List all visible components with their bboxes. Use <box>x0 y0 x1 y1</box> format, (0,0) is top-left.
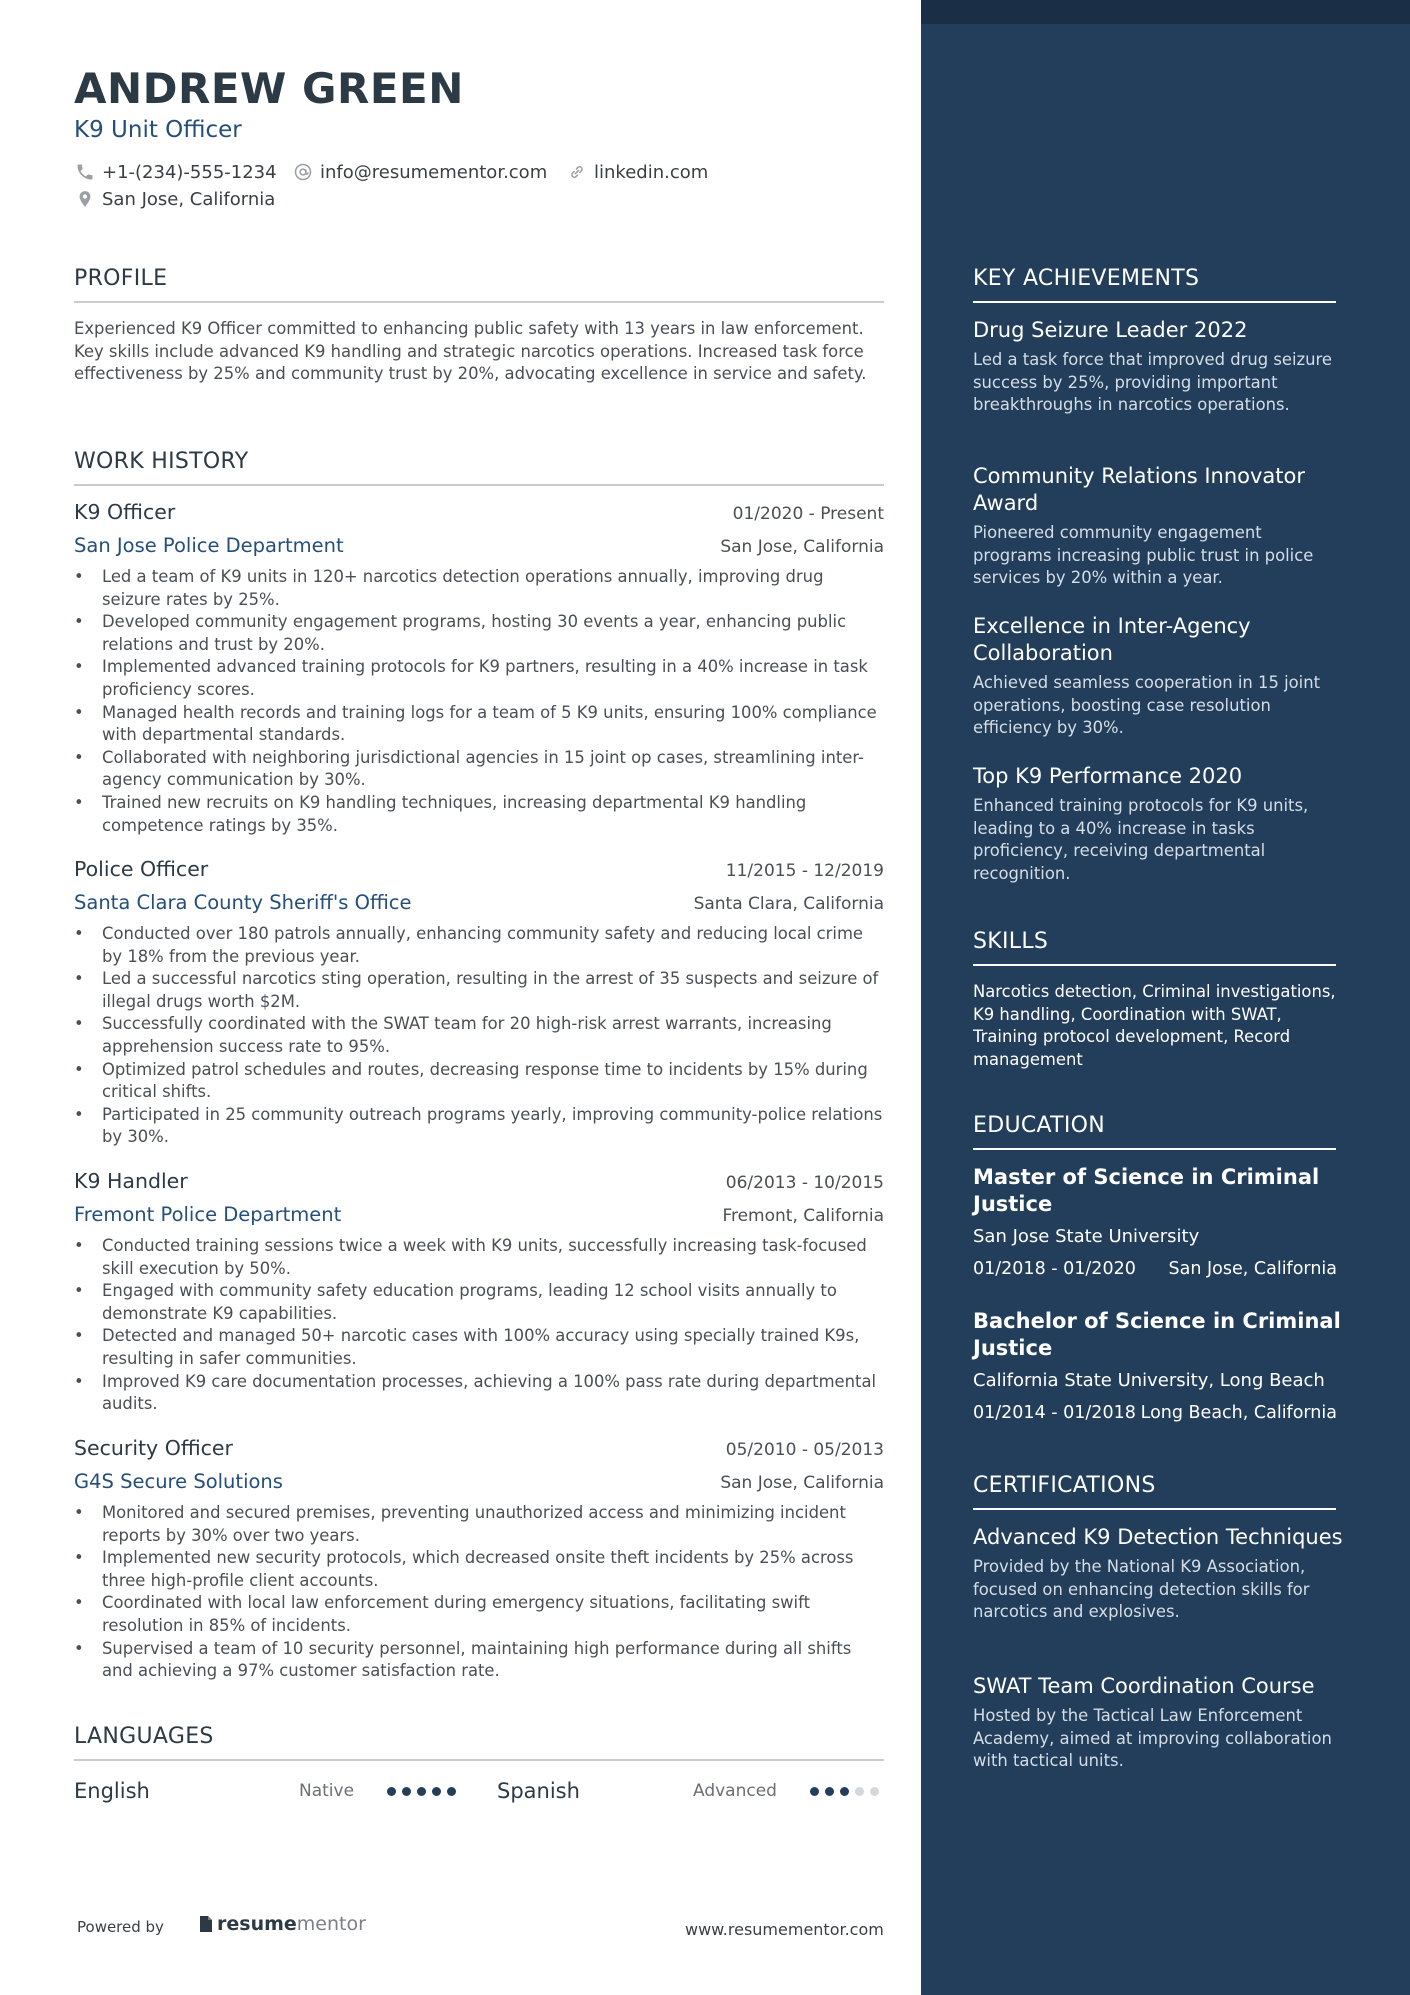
rating-dot-filled <box>387 1787 396 1796</box>
job-title: Police Officer <box>74 857 209 881</box>
education-school: California State University, Long Beach <box>973 1370 1325 1391</box>
profile-text: Experienced K9 Officer committed to enhancing public safety with 13 years in law enforcement. Key skills include advanced K9 handling and strategic narcotics operations. Increased task force effectiveness by 25% and community trust by 20%, advocating excellence in service and safety. <box>74 319 867 384</box>
job-title: K9 Handler <box>74 1169 188 1193</box>
rating-dot-filled <box>825 1787 834 1796</box>
job-dates: 11/2015 - 12/2019 <box>725 861 884 881</box>
link-icon <box>566 161 588 183</box>
job-bullet: • Participated in 25 community outreach programs yearly, improving community-police relations by 30%. <box>74 1104 884 1149</box>
logo-text-bold: resume <box>217 1913 297 1935</box>
rating-dot-filled <box>810 1787 819 1796</box>
certification-text: Provided by the National K9 Association, focused on enhancing detection skills for narcotics and explosives. <box>973 1557 1310 1622</box>
job-bullets <box>74 1502 884 1683</box>
achievement-title: Top K9 Performance 2020 <box>973 764 1243 788</box>
sidebar-top-bar <box>921 0 1410 24</box>
phone-icon <box>74 161 96 183</box>
achievement-item <box>973 613 1343 740</box>
education-location: Long Beach, California <box>1140 1403 1337 1423</box>
language-rating <box>810 1787 885 1796</box>
education-heading: EDUCATION <box>973 1113 1336 1150</box>
achievement-title: Community Relations Innovator Award <box>973 464 1306 515</box>
education-location: San Jose, California <box>1168 1259 1337 1279</box>
skills-heading: SKILLS <box>973 929 1336 966</box>
candidate-name: ANDREW GREEN <box>74 64 464 113</box>
achievement-item <box>973 763 1343 885</box>
email-icon <box>292 161 314 183</box>
education-degree: Master of Science in Criminal Justice <box>973 1165 1320 1216</box>
certification-title: Advanced K9 Detection Techniques <box>973 1525 1343 1549</box>
language-rating <box>387 1787 462 1796</box>
certifications-heading: CERTIFICATIONS <box>973 1473 1336 1510</box>
job-bullet: • Improved K9 care documentation processes, achieving a 100% pass rate during departmental audits. <box>74 1371 884 1416</box>
job-company: Santa Clara County Sheriff's Office <box>74 891 412 914</box>
achievement-item <box>973 463 1343 590</box>
language-item <box>497 1777 897 1805</box>
job-bullet: • Led a team of K9 units in 120+ narcotics detection operations annually, improving drug seizure rates by 25%. <box>74 566 884 611</box>
job-dates: 05/2010 - 05/2013 <box>725 1440 884 1460</box>
certification-item <box>973 1524 1343 1624</box>
job-bullet: • Conducted training sessions twice a week with K9 units, successfully increasing task-focused skill execution by 50%. <box>74 1235 884 1280</box>
logo-text-light: mentor <box>296 1913 366 1935</box>
education-dates: 01/2018 - 01/2020 <box>973 1259 1136 1279</box>
email-text: info@resumementor.com <box>320 161 548 183</box>
footer-url[interactable]: www.resumementor.com <box>685 1920 884 1939</box>
education-item <box>973 1308 1343 1423</box>
certification-title: SWAT Team Coordination Course <box>973 1674 1315 1698</box>
job-bullet: • Implemented advanced training protocols for K9 partners, resulting in a 40% increase in task proficiency scores. <box>74 656 884 701</box>
language-level: Native <box>299 1781 355 1801</box>
rating-dot-empty <box>855 1787 864 1796</box>
job-dates: 06/2013 - 10/2015 <box>725 1173 884 1193</box>
job-bullet: • Detected and managed 50+ narcotic cases with 100% accuracy using specially trained K9s, resulting in safer communities. <box>74 1325 884 1370</box>
language-name: English <box>74 1779 150 1803</box>
job-company: Fremont Police Department <box>74 1203 342 1226</box>
job-entry <box>74 500 884 837</box>
job-bullet: • Managed health records and training logs for a team of 5 K9 units, ensuring 100% compliance with departmental standards. <box>74 702 884 747</box>
job-bullet: • Optimized patrol schedules and routes, decreasing response time to incidents by 15% during critical shifts. <box>74 1059 884 1104</box>
contact-location <box>74 188 275 210</box>
rating-dot-filled <box>432 1787 441 1796</box>
job-bullet: • Implemented new security protocols, which decreased onsite theft incidents by 25% across three high-profile client accounts. <box>74 1547 884 1592</box>
achievement-text: Pioneered community engagement programs increasing public trust in police services by 20% within a year. <box>973 523 1314 588</box>
skills-text: Narcotics detection, Criminal investigations, K9 handling, Coordination with SWAT, Training protocol development, Record management <box>973 982 1336 1069</box>
location-icon <box>74 188 96 210</box>
resumementor-logo-icon <box>198 1914 214 1934</box>
rating-dot-filled <box>417 1787 426 1796</box>
job-entry <box>74 857 884 1149</box>
job-location: San Jose, California <box>720 1473 884 1493</box>
achievement-text: Led a task force that improved drug seizure success by 25%, providing important breakthroughs in narcotics operations. <box>973 350 1332 415</box>
languages-heading: LANGUAGES <box>74 1724 884 1761</box>
phone-text: +1-(234)-555-1234 <box>102 161 277 183</box>
job-company: G4S Secure Solutions <box>74 1470 283 1493</box>
certification-item <box>973 1673 1343 1773</box>
job-bullets <box>74 1235 884 1416</box>
rating-dot-filled <box>840 1787 849 1796</box>
achievement-text: Enhanced training protocols for K9 units, leading to a 40% increase in tasks proficiency, receiving departmental recognition. <box>973 796 1309 883</box>
job-bullet: • Coordinated with local law enforcement during emergency situations, facilitating swift resolution in 85% of incidents. <box>74 1592 884 1637</box>
job-bullet: • Developed community engagement programs, hosting 30 events a year, enhancing public relations and trust by 20%. <box>74 611 884 656</box>
language-level: Advanced <box>693 1781 777 1801</box>
achievement-item <box>973 317 1343 417</box>
candidate-title: K9 Unit Officer <box>74 117 242 143</box>
education-school: San Jose State University <box>973 1226 1200 1247</box>
achievement-title: Drug Seizure Leader 2022 <box>973 318 1248 342</box>
powered-by-label: Powered by <box>77 1918 164 1936</box>
education-dates: 01/2014 - 01/2018 <box>973 1403 1136 1423</box>
job-bullet: • Collaborated with neighboring jurisdictional agencies in 15 joint op cases, streamlining inter-agency communication by 30%. <box>74 747 884 792</box>
language-item <box>74 1777 474 1805</box>
job-dates: 01/2020 - Present <box>732 504 884 524</box>
job-bullets <box>74 566 884 837</box>
achievement-title: Excellence in Inter-Agency Collaboration <box>973 614 1251 665</box>
rating-dot-filled <box>447 1787 456 1796</box>
work-history-heading: WORK HISTORY <box>74 449 884 486</box>
job-location: Fremont, California <box>722 1206 884 1226</box>
job-bullet: • Conducted over 180 patrols annually, enhancing community safety and reducing local crime by 18% from the previous year. <box>74 923 884 968</box>
job-bullet: • Led a successful narcotics sting operation, resulting in the arrest of 35 suspects and seizure of illegal drugs worth $2M. <box>74 968 884 1013</box>
rating-dot-empty <box>870 1787 879 1796</box>
sidebar <box>921 0 1410 1995</box>
certification-text: Hosted by the Tactical Law Enforcement Academy, aimed at improving collaboration with tactical units. <box>973 1706 1332 1771</box>
rating-dot-filled <box>402 1787 411 1796</box>
job-bullet: • Trained new recruits on K9 handling techniques, increasing departmental K9 handling competence ratings by 35%. <box>74 792 884 837</box>
contact-phone <box>74 161 277 183</box>
job-company: San Jose Police Department <box>74 534 344 557</box>
education-degree: Bachelor of Science in Criminal Justice <box>973 1309 1341 1360</box>
education-item <box>973 1164 1343 1279</box>
linkedin-text: linkedin.com <box>594 161 709 183</box>
job-entry <box>74 1436 884 1683</box>
job-title: K9 Officer <box>74 500 176 524</box>
profile-heading: PROFILE <box>74 266 884 303</box>
contact-email[interactable] <box>292 161 547 183</box>
job-bullet: • Engaged with community safety education programs, leading 12 school visits annually to demonstrate K9 capabilities. <box>74 1280 884 1325</box>
language-name: Spanish <box>497 1779 580 1803</box>
job-title: Security Officer <box>74 1436 233 1460</box>
key-achievements-heading: KEY ACHIEVEMENTS <box>973 266 1336 303</box>
job-location: Santa Clara, California <box>693 894 884 914</box>
achievement-text: Achieved seamless cooperation in 15 joint operations, boosting case resolution efficiency by 30%. <box>973 673 1321 738</box>
job-bullet: • Successfully coordinated with the SWAT team for 20 high-risk arrest warrants, increasing apprehension success rate to 95%. <box>74 1013 884 1058</box>
job-bullet: • Supervised a team of 10 security personnel, maintaining high performance during all shifts and achieving a 97% customer satisfaction rate. <box>74 1638 884 1683</box>
job-bullet: • Monitored and secured premises, preventing unauthorized access and minimizing incident reports by 30% over two years. <box>74 1502 884 1547</box>
job-location: San Jose, California <box>720 537 884 557</box>
job-entry <box>74 1169 884 1416</box>
contact-linkedin[interactable] <box>566 161 708 183</box>
location-text: San Jose, California <box>102 188 276 210</box>
resumementor-logo[interactable] <box>198 1913 366 1935</box>
job-bullets <box>74 923 884 1149</box>
